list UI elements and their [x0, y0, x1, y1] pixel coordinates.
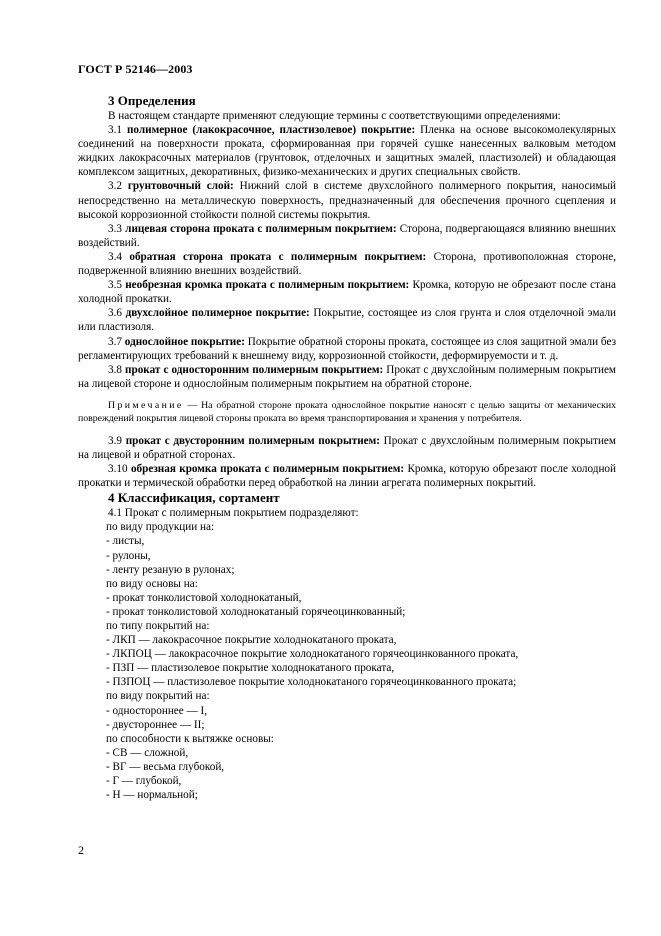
- definition-term: двухслойное полимерное покрытие:: [125, 307, 310, 320]
- definition-number: 3.6: [108, 307, 122, 320]
- definition-3-4: [78, 250, 616, 278]
- definition-number: 3.3: [108, 222, 122, 235]
- section-3-intro: В настоящем стандарте применяют следующие термины с соответствующими определениями:: [108, 110, 561, 122]
- definition-term: прокат с двусторонним полимерным покрытием:: [125, 434, 380, 447]
- section-3-title: 3 Определения: [108, 93, 196, 108]
- list-item: - прокат тонколистовой холоднокатаный горячеоцинкованный;: [106, 605, 406, 618]
- list-item: - ЛКП — лакокрасочное покрытие холоднокатаного проката,: [106, 634, 397, 647]
- definitions-list-continued: [78, 434, 616, 490]
- definition-number: 3.9: [108, 434, 122, 447]
- list-item: - СВ — сложной,: [106, 746, 189, 759]
- note-text: — На обратной стороне проката однослойное покрытие наносят с целью защиты от механических повреждений покрытия лицевой стороны проката во время транспортирования и хранения у потребителя.: [78, 399, 616, 424]
- definition-number: 3.8: [108, 363, 122, 376]
- definition-3-9: [78, 434, 616, 462]
- definition-text: Прокат с двухслойным полимерным покрытием на лицевой стороне и однослойным полимерным покрытием на обратной стороне.: [78, 363, 616, 390]
- definition-term: лицевая сторона проката с полимерным покрытием:: [125, 222, 397, 235]
- list-item: - листы,: [106, 535, 145, 548]
- definition-number: 3.7: [108, 335, 122, 348]
- definition-3-1: [78, 123, 616, 179]
- category-label: по виду покрытий на:: [106, 690, 210, 703]
- definition-3-6: [78, 306, 616, 334]
- document-header: ГОСТ Р 52146—2003: [78, 62, 193, 76]
- definition-text: Покрытие, состоящее из слоя грунта и слоя отделочной эмали или пластизоля.: [78, 307, 617, 334]
- definition-text: Сторона, противоположная стороне, подверженной влиянию внешних воздействий.: [78, 250, 617, 278]
- definition-text: Прокат с двухслойным полимерным покрытием на лицевой и обратной сторонах.: [78, 434, 616, 461]
- definition-3-7: [78, 335, 616, 363]
- category-label: по виду основы на:: [106, 577, 198, 590]
- definition-term: полимерное (лакокрасочное, пластизолевое) покрытие:: [126, 124, 416, 137]
- definition-number: 3.10: [108, 463, 128, 476]
- list-item: - Г — глубокой,: [106, 775, 182, 788]
- category-label: по способности к вытяжке основы:: [106, 732, 274, 745]
- list-item: - рулоны,: [106, 549, 151, 562]
- definition-number: 3.2: [108, 180, 122, 193]
- note-label: Примечание: [108, 399, 184, 411]
- definition-text: Нижний слой в системе двухслойного полимерного покрытия, наносимый непосредственно на металлическую поверхность, предназначенный для обеспечения прочного сцепления и высокой коррозионной стойкости полной системы покрытия.: [78, 180, 617, 221]
- definition-term: грунтовочный слой:: [127, 180, 234, 193]
- category-label: по типу покрытий на:: [106, 620, 210, 632]
- list-item: - ПЗП — пластизолевое покрытие холоднокатаного проката,: [106, 662, 395, 675]
- list-item: - Н — нормальной;: [106, 789, 198, 802]
- list-item: - ЛКПОЦ — лакокрасочное покрытие холоднокатаного горячеоцинкованного проката,: [106, 648, 519, 661]
- definition-term: обрезная кромка проката с полимерным покрытием:: [130, 463, 405, 476]
- definition-3-3: [78, 222, 616, 250]
- list-item: - двустороннее — II;: [106, 718, 205, 731]
- definition-text: Пленка на основе высокомолекулярных соединений на поверхности проката, сформированная при горячей сушке нанесенных валковым методом жидких лакокрасочных материалов (грунтовок, отделочных и защитных эмалей, пластизолей) и обладающая комплексом защитных, декоративных, физико-механических и других специальных свойств.: [78, 124, 616, 179]
- list-item: - ленту резаную в рулонах;: [106, 563, 235, 576]
- list-item: - ПЗПОЦ — пластизолевое покрытие холоднокатаного горячеоцинкованного проката;: [106, 676, 517, 689]
- definition-number: 3.1: [108, 124, 122, 137]
- definition-text: Покрытие обратной стороны проката, состоящее из слоя защитной эмали без регламентирующих требований к внешнему виду, коррозионной стойкости, деформируемости и т. д.: [78, 335, 616, 362]
- section-4-title: 4 Классификация, сортамент: [108, 490, 280, 506]
- definition-number: 3.4: [108, 250, 122, 263]
- classification-list: [78, 520, 616, 802]
- definition-term: обратная сторона проката с полимерным покрытием:: [129, 250, 427, 263]
- definition-text: Кромка, которую обрезают после холодной прокатки и термической обработки перед обработкой на линии агрегата полимерных покрытий.: [78, 463, 617, 490]
- note-paragraph: [78, 399, 616, 425]
- definition-term: прокат с односторонним полимерным покрытием:: [125, 363, 384, 376]
- definition-term: однослойное покрытие:: [124, 335, 245, 348]
- definition-3-8: [78, 363, 616, 391]
- definitions-list: [78, 123, 616, 391]
- list-item: - одностороннее — I,: [106, 704, 208, 717]
- definition-3-2: [78, 179, 616, 221]
- page-number: 2: [78, 843, 84, 857]
- list-item: - ВГ — весьма глубокой,: [106, 760, 225, 773]
- definition-term: необрезная кромка проката с полимерным покрытием:: [125, 279, 410, 292]
- definition-text: Кромка, которую не обрезают после стана холодной прокатки.: [78, 279, 617, 306]
- definition-3-10: [78, 462, 616, 490]
- definition-3-5: [78, 278, 616, 306]
- document-body: [78, 93, 616, 802]
- category-label: по виду продукции на:: [106, 521, 215, 534]
- definition-text: Сторона, подвергающаяся влиянию внешних воздействий.: [78, 222, 616, 249]
- section-4-intro: 4.1 Прокат с полимерным покрытием подразделяют:: [108, 507, 359, 520]
- definition-number: 3.5: [108, 279, 122, 292]
- list-item: - прокат тонколистовой холоднокатаный,: [106, 591, 302, 604]
